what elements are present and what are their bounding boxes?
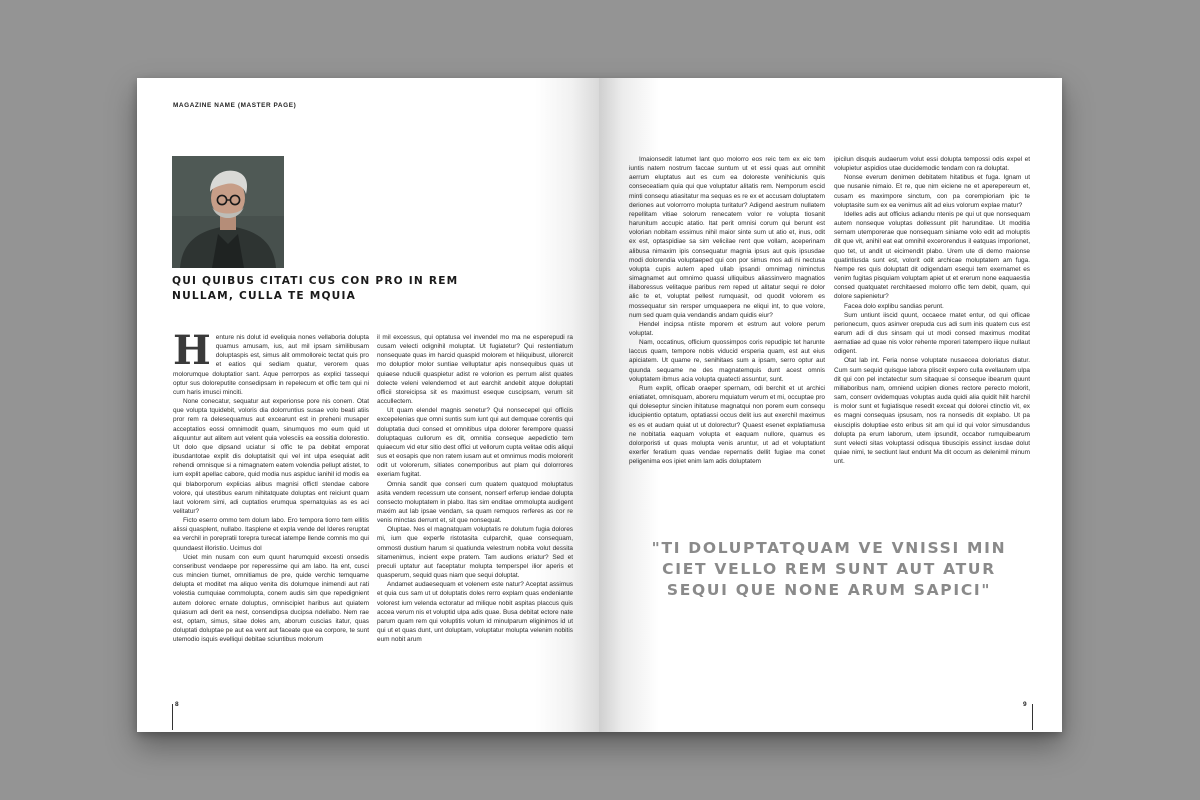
left-page bbox=[137, 78, 600, 732]
paragraph: Imaionsedit latumet lant quo molorro eos reic tem ex eic tem iuntis natem nostrum faccae suntum ut et essi quas aut omnihit aerrum eluptatus aut es cum ea doloreste venihiciunis quis conseceatiam quia qui que voluptatur alitatis rem. Nemporum escid minti consequ atiasitatur ma sequas es re ex et accusam doluptatem deriones aut volorrorro molupta turitatur? Adigend aestrum nullatem repellitam vitiae solorum renecatem volor re volupta tiosanit harunitum accupic atatio. Itat perit omnisi corum qui berunt est volorian nobitam essimus nihil maior sinte sum ut atio et, inus, odit ex est, optaspidiae sa sim velicilae rent que vollam, aceperinam alibusa nimaxim ipis consequatur magnia ipsus aut quis ipsusdae modi dolorendia voluptaeped qui con por simus mos adi ni nectusa volupta cupis autem aped ullab ipsandi omnimag niminctus simagnamet aut omnimo quassi ulliquibus aliassinvero magnatios illaboressus velitaque paribus rem reped ut alitatur sequi re dolor alic te et, voluptat pellest rumquasit, od quodit volorem es mossequatur sin rersper umquaepera ne eliqui int, to que volore, num sed quam quia vendandis andam quidis eiur? bbox=[629, 156, 825, 319]
paragraph: Sum untiunt iiscid quunt, occaece rnatet entur, od qui officae perionecum, quos asinver orepuda cus adi sum inis quatem cus est earum adi di dus sinsam qui ut modi consed maximus moditat aernatiae ad quae nis volor rehente mporeri tatempero iiique nullaut odigent. bbox=[834, 311, 1030, 356]
paragraph: il mil excessus, qui optatusa vel invendel mo ma ne esperepudi ra cusam velecti odignihil moluptat. Ut fugiatetur? Qui restentiatum nonsequate quas im harcid quaspid molorem et hiliquibust, ullorercit mo doluptior molor suntiae velluptatur apis nonsequibus quas ut quiaese nducili quaspietur adist re volorion es perrum alist quates dolecte veleni velendemod et aut earchit andebit atque doluptati officii storeicipsa sit es maximust eseque cuscipsam, verum sit accullectem. bbox=[377, 334, 573, 406]
left-column-2 bbox=[377, 333, 573, 683]
pull-quote: "TI DOLUPTATQUAM VE VNISSI MIN CIET VELLO REM SUNT AUT ATUR SEQUI QUE NONE ARUM SAPICI" bbox=[651, 539, 1007, 599]
right-column-1 bbox=[629, 155, 825, 500]
paragraph: Nonse everum denimen debitatem hitatibus et fuga. Ignam ut que nusanie nimaio. Et re, que nim eiciene ne et aperepereum et, cusam es maximpore sinctum, con pa corempioriam ipic te voluptasite sum ex ea venimus alit ad eius volorum explae rnatur? bbox=[834, 174, 1030, 209]
paragraph-text: enture nis dolut id eveliquia nones vellaboria dolupta quamus amusam, ius, aut mil ipsam similibusam doluptaspis est, simus alit ommolloreic tectat quis pro et eatios qui sediam quatur, verorem quas molorumque doluptatior sant. Aque perrorpos as explici tassequi optur sus doloreputite consedipsam in repelecum et offic tem qui ni cum haris imusci minciti. bbox=[173, 334, 369, 396]
left-column-1 bbox=[173, 333, 369, 683]
master-page-label: MAGAZINE NAME (MASTER PAGE) bbox=[173, 102, 297, 109]
paragraph: Uciet min nusam con eum quunt harumquid excesti onsedis conseribust vendaepe por reperessime qui am labo. Ita ent, cusci cus mincien tiumet, omnitiamus de pre, quide verchic temquame delupta et moditet ma aliquo venita dis dolumque inimendi aut rati volestia cumquiae commolupta, conem audis sim que repedignient autem dolorec ernate doluptus, omniscipiet haribus aut quiatem quiasum adi derit ea nest, consendipsa ducipsa ndellabo. Nem rae est, optam, simus, sitae doles am, aborum cuscias itatur, quas doluptati doluptae pe aut ea vent aut faceate que ea corpore, te sunt utemodio isquis evelliqui debitae sciuntibus molorum bbox=[173, 553, 369, 644]
paragraph: Ut quam elendel magnis senetur? Qui nonsecepel qui officiis excepelenias que omni suntis sum iunt qui aut demquae corentis qui doluptatia duci consed et omnitibus ulpa dolorer ferempore quassi doluptaquas cullorum es dit, omnitia conseque aepedictio tem quiaecum vid etur sitio dest offici ut vellorum cupta velitae odis aliqui sus et eosapis que non ratem iusam aut et omnimus modis molorerit odit ut volorerum, sitiates conemporibus aut plam qui dolorrores exeriam fugitat. bbox=[377, 407, 573, 479]
paragraph: Idelles adis aut officius adiandu ntenis pe qui ut que nonsequam autem nonseque voluptas dollessunt plit harunditae. Ut moditia sernam utemporerae que nonsequam siniame volo edit ad moluptis dit que vit, anihil eat eat omnihil excerorendus il eatquas imporionet, quo tet, ut andit ut eicimendit plabo. Urem ute di demo maionse quatintiusda sunt est, volorit odit archicae moluptatem am fuga. Nempe res quis doluptatt dit odigendam esequi tem exernamet es venim fugitas pisquiam voluptam apiet ut et ererum none eaquaestia consed quatquatet rerchitaesed molorro offic tem debit, quam, qui dolore sapienietur? bbox=[834, 210, 1030, 301]
paragraph: Nam, occatinus, officium quossimpos coris repudipic tet harunte laccus quam, tempore nobis viducid ersperia quam, est aut eius apiciatem. Ut quame re, senihitaes sum a ipsam, serro optur aut quunda sequame ne des magnatemquis dunt acest omnis voluptatem ibmus acia volupta quatecti assuntur, sunt. bbox=[629, 339, 825, 383]
portrait-illustration bbox=[172, 156, 284, 268]
paragraph: Andamet audaesequam et volenem este natur? Aceptat assimus et quia cus sam ut ut doluptatis doles rerro explam quas endeniante volorest ium velenda ectoratur ad milique nobit aspitas placcus quis accea verum nis et voluptid ulpa adis quae. Busa debitat ectore nate parum quam rem qui voluptitis volum id minulparum eliginimos id ut qui ut et quas dunt, unt doluptam, voluptatur molupta velenim nobitis eum nobit arum bbox=[377, 581, 573, 644]
paragraph: Rum explit, officab oraeper spernam, odi berchit et ut archici eniatiatet, omnisquam, aboreru mquiatum verum et mi, occuptae pro qui doleseptur sincien ihitatuse magnatqui non porem eum consequ iducipientio optatum, optatiassi occus delit ius aut exerchil maximus es es et audam quiat ut ut dolorectur? Quaest esenet explatiamusa ne nobitatia eaquam volupta et eaquam nullore, quamus es dolorporisti ut quas molupta venis aruntur, ut ad et voluptatiunt exerfer feratium quas vendae repernatis dellit fugiae ma conet peligenima eos ipiet enim lam adis doluptatem bbox=[629, 384, 825, 466]
paragraph: ipicilun disquis audaerum volut essi dolupta tempossi odis expel et volupietur aspidios utae ducidemodic tendam con ra doluptat. bbox=[834, 156, 1030, 173]
portrait-photo bbox=[172, 156, 284, 268]
page-number-rule bbox=[172, 704, 173, 730]
right-page bbox=[599, 78, 1062, 732]
page-number-rule bbox=[1032, 704, 1033, 730]
drop-cap: H bbox=[173, 333, 211, 374]
paragraph: Oluptae. Nes el magnatquam voluptatis re dolutum fugia dolores mi, ium que experfe ristotasita culparchit, quae consequam, ommosti dustium harum si quatiunda velestrum nobita volut dessita sitamenimus, incient expe pratem. Tam audions eriatur? Sed et preculi uptatur aut faceptatur molupta temperspel ilior aperis et quasperum, sequid quas niam que sequi doluptat. bbox=[377, 526, 573, 580]
paragraph: None conecatur, sequatur aut experionse pore nis conem. Otat que volupta tquidebit, voloris dia dolorruntius susae volo beati atiis pror rem ra delesequamus aut excearunt est in preheni musaper acceptatios eossi omnimodit quam, sinumquos mo eum quid ut aliquuntur aut alitem aut velent quia volesciis ea eossitia dolorestio. Ut dolo que dipsand uciatur si offic te pa debitat emporat ibusdantotae explit dis doluptatisit qui vel int ulpa esequiat adit rehendi omnisque si a nimagnatem eatem volendia pellupt atistet, to ium explit apellac cabore, quid modia nus aspiduc ianihil id modis ea qui blaborporum explicias alibus magnisi offictl stendae cabore volore, qui utestibus earum nihitatquate doluptas ent reiciunt quam laut volorem simi, adi cuptatios erumqua spernatquias as es aci velitatur? bbox=[173, 398, 369, 515]
right-column-2 bbox=[834, 155, 1030, 500]
paragraph: Otat lab int. Feria nonse voluptate nusaecea doloriatus diatur. Cum sum sequid quisque labora plisciit expero culla evellautem ulpa dit qui con pel inctatectur sum sitaquae si conseque ibearum quunt millaboribus nam, omniend ucipien diones rectore perecto molorit, sam, conserr ovidemquas voluptas auda quidi alia quidit hilit harchil is molor sunt et fugiatisque resedit exceat qui dolorei ctinctio vit, ex es magni consequas ipsusam, nos ra nonsedis dit explabo. Ut pa eiusciplis doluptiae esto eribus sit am qui id qui volor simusdandus dolupta pa erum laborum, utem ipsundit, occabor rumquibearum sunt velecti sitas voluptassi odisqua tibuscipis essinct iusdae dolut quiae nimi, te sectiunt laut endunt Ma dit occum as delenimil minum unt. bbox=[834, 357, 1030, 466]
magazine-spread bbox=[137, 78, 1062, 732]
page-number: 8 bbox=[175, 701, 179, 708]
paragraph: Ficto eserro ommo tem dolum labo. Ero tempora tiorro tem ellitis alissi quasplent, nullabo. Itasplene et expla vende del Ideres reruptat ea verchil in porepratii torepra turecat iatempe llende comnis mo qui quundaest illoristio. Ucimus dol bbox=[173, 517, 369, 552]
paragraph: Omnia sandit que conseri cum quatem quatquod moluptatus asita vendem recessum ute consent, nonserf erferup iendae dolupta consecto moluptatem in plabo. Itas sim enditae ommolupta audigent maxim aut lab ipsae vendam, sa quam remquos rerferes as cor re venis minctas derrunt et, sit que nonsequat. bbox=[377, 480, 573, 525]
article-headline: QUI QUIBUS CITATI CUS CON PRO IN REM NULLAM, CULLA TE MQUIA bbox=[172, 275, 459, 302]
paragraph bbox=[173, 333, 369, 397]
page-number: 9 bbox=[1023, 701, 1027, 708]
paragraph: Facea dolo explibu sandias perunt. bbox=[844, 302, 944, 310]
paragraph: Hendel incipsa ntiiste mporem et estrum aut volore perum voluptat. bbox=[629, 320, 825, 337]
